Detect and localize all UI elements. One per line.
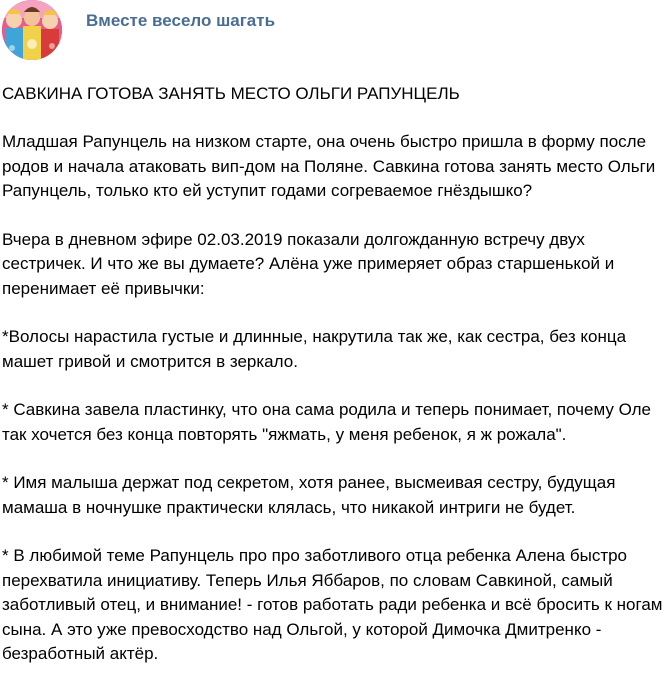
post-paragraph: * Савкина завела пластинку, что она сама родила и теперь понимает, почему Оле так хочется без конца повторять "яжмать, у меня ребенок, я ж рожала".	[2, 400, 652, 444]
post-header	[0, 0, 670, 62]
group-avatar-icon[interactable]	[2, 0, 62, 60]
post-paragraph: Младшая Рапунцель на низком старте, она очень быстро пришла в форму после родов и начала атаковать вип-дом на Поляне. Савкина готова занять место Ольги Рапунцель, только кто ей уступит годами согреваемое гнёздышко?	[2, 132, 656, 200]
group-name-link[interactable]: Вместе весело шагать	[86, 11, 276, 30]
post-body	[2, 82, 666, 667]
post-paragraph: * В любимой теме Рапунцель про про заботливого отца ребенка Алена быстро перехватила инициативу. Теперь Илья Яббаров, по словам Савкиной, самый заботливый отец, и внимание! - готов работать ради ребенка и всё бросить к ногам сына. А это уже превосходство над Ольгой, у которой Димочка Дмитренко - безработный актёр.	[2, 546, 663, 663]
post-paragraph: * Имя малыша держат под секретом, хотя ранее, высмеивая сестру, будущая мамаша в ночнушке практически клялась, что никакой интриги не будет.	[2, 473, 616, 517]
post-paragraph: *Волосы нарастила густые и длинные, накрутила так же, как сестра, без конца машет гривой и смотрится в зеркало.	[2, 327, 627, 371]
post-paragraph: Вчера в дневном эфире 02.03.2019 показали долгожданную встречу двух сестричек. И что же вы думаете? Алёна уже примеряет образ старшенькой и перенимает её привычки:	[2, 229, 615, 298]
post-title: САВКИНА ГОТОВА ЗАНЯТЬ МЕСТО ОЛЬГИ РАПУНЦЕЛЬ	[2, 84, 460, 103]
